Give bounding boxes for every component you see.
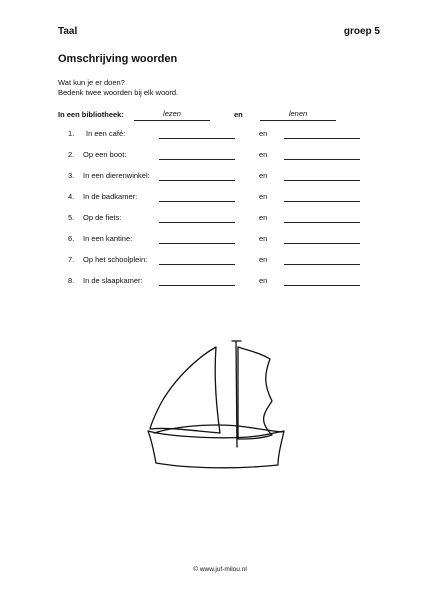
item-number: 4. <box>68 192 75 201</box>
answer-line-1[interactable] <box>159 201 235 202</box>
answer-line-1[interactable] <box>159 180 235 181</box>
answer-line-1[interactable] <box>159 243 235 244</box>
answer-line-2[interactable] <box>284 285 360 286</box>
exercise-row <box>0 213 440 227</box>
answer-line-2[interactable] <box>284 264 360 265</box>
instruction-task: Bedenk twee woorden bij elk woord. <box>58 88 179 97</box>
item-number: 1. <box>68 129 75 138</box>
exercise-row <box>0 255 440 269</box>
answer-line-1[interactable] <box>159 264 235 265</box>
copyright-footer: © www.juf-milou.nl <box>193 566 247 573</box>
item-number: 7. <box>68 255 75 264</box>
sailboat-illustration <box>140 335 300 475</box>
answer-line-1[interactable] <box>159 138 235 139</box>
exercise-row <box>0 150 440 164</box>
item-conjunction: en <box>259 234 268 243</box>
item-label: Op de fiets: <box>83 213 122 222</box>
hull-deck <box>154 425 282 433</box>
item-label: In de slaapkamer: <box>83 276 143 285</box>
subject-label: Taal <box>58 26 78 37</box>
item-conjunction: en <box>259 171 268 180</box>
item-label: In de badkamer: <box>83 192 138 201</box>
left-sail <box>150 347 220 433</box>
worksheet-title: Omschrijving woorden <box>58 53 178 65</box>
item-label: Op een boot: <box>83 150 127 159</box>
answer-line-1[interactable] <box>159 222 235 223</box>
example-answer-1: lezen <box>134 109 210 121</box>
item-conjunction: en <box>259 255 268 264</box>
item-conjunction: en <box>259 192 268 201</box>
item-number: 2. <box>68 150 75 159</box>
item-label: Op het schoolplein: <box>83 255 148 264</box>
example-label: In een bibliotheek: <box>58 110 124 119</box>
item-conjunction: en <box>259 129 268 138</box>
example-answer-2: lenen <box>260 109 336 121</box>
right-sail <box>238 347 272 439</box>
answer-line-1[interactable] <box>159 285 235 286</box>
item-label: In een kantine: <box>83 234 133 243</box>
item-conjunction: en <box>259 213 268 222</box>
answer-line-2[interactable] <box>284 180 360 181</box>
item-label: In een café: <box>86 129 126 138</box>
answer-line-2[interactable] <box>284 159 360 160</box>
exercise-row <box>0 192 440 206</box>
exercise-row <box>0 276 440 290</box>
answer-line-1[interactable] <box>159 159 235 160</box>
item-conjunction: en <box>259 276 268 285</box>
item-number: 6. <box>68 234 75 243</box>
item-number: 3. <box>68 171 75 180</box>
answer-line-2[interactable] <box>284 138 360 139</box>
group-label: groep 5 <box>343 26 380 37</box>
item-conjunction: en <box>259 150 268 159</box>
item-number: 8. <box>68 276 75 285</box>
exercise-row <box>0 171 440 185</box>
exercise-row <box>0 234 440 248</box>
answer-line-2[interactable] <box>284 201 360 202</box>
example-conjunction: en <box>234 110 243 119</box>
mast <box>236 341 237 447</box>
exercise-row <box>0 129 440 143</box>
item-label: In een dierenwinkel: <box>83 171 150 180</box>
answer-line-2[interactable] <box>284 243 360 244</box>
answer-line-2[interactable] <box>284 222 360 223</box>
instruction-question: Wat kun je er doen? <box>58 78 125 87</box>
item-number: 5. <box>68 213 75 222</box>
